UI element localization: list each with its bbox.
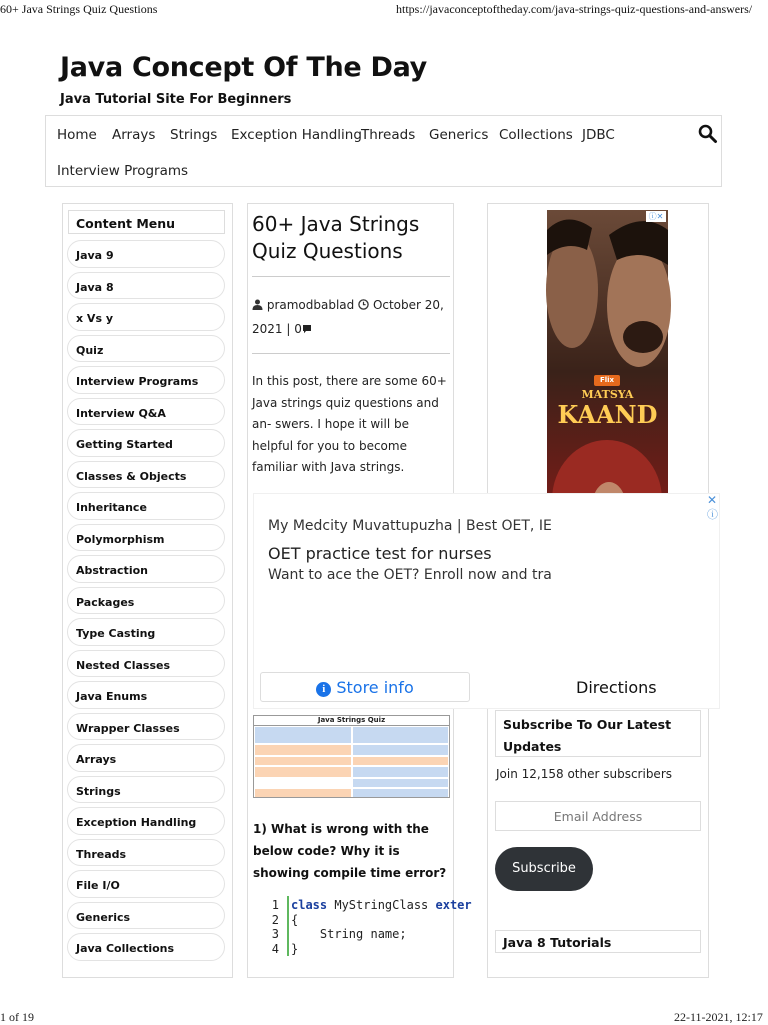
code-line <box>291 898 472 913</box>
code-line: String name; <box>291 927 407 941</box>
line-number: 2 <box>271 912 279 927</box>
directions-button[interactable]: Directions <box>576 678 657 697</box>
info-icon: i <box>316 682 331 697</box>
post-intro: In this post, there are some 60+ Java strings quiz questions and an- swers. I hope it will be helpful for you to become familiar with Java strings. <box>252 374 447 474</box>
meta-separator: | <box>286 322 291 336</box>
close-icon[interactable]: ✕ <box>707 493 718 507</box>
nav-item-home[interactable]: Home <box>57 127 97 143</box>
table-cell <box>255 745 351 755</box>
content-menu-heading: Content Menu <box>68 210 225 234</box>
sidebar-item-type-casting[interactable]: Type Casting <box>67 618 225 646</box>
email-field[interactable]: Email Address <box>495 801 701 831</box>
subscribe-button[interactable]: Subscribe <box>495 847 593 891</box>
sidebar-item-java-9[interactable]: Java 9 <box>67 240 225 268</box>
print-timestamp: 22-11-2021, 12:17 <box>674 1010 763 1024</box>
poster-title-line1: MATSYA <box>581 388 634 401</box>
sidebar-item-classes-objects[interactable]: Classes & Objects <box>67 461 225 489</box>
print-page-title: 60+ Java Strings Quiz Questions <box>0 2 158 16</box>
nav-item-generics[interactable]: Generics <box>429 127 489 143</box>
line-number: 4 <box>271 941 279 956</box>
subscribe-heading: Subscribe To Our Latest Updates <box>495 710 701 757</box>
line-number: 3 <box>271 927 279 941</box>
code-line-numbers <box>261 898 279 956</box>
ad-advertiser[interactable]: My Medcity Muvattupuzha | Best OET, IE <box>268 518 552 534</box>
comment-icon[interactable] <box>302 322 312 336</box>
comment-count[interactable]: 0 <box>294 322 302 336</box>
clock-icon <box>358 298 369 312</box>
sidebar-item-generics[interactable]: Generics <box>67 902 225 930</box>
post-meta <box>252 293 452 341</box>
text-ad[interactable] <box>253 493 720 709</box>
quiz-table-title: Java Strings Quiz <box>254 716 449 726</box>
divider <box>252 353 450 354</box>
code-text <box>291 898 472 956</box>
nav-item-jdbc[interactable]: JDBC <box>582 127 615 143</box>
ad-description[interactable]: Want to ace the OET? Enroll now and tra <box>268 567 552 583</box>
sidebar-item-polymorphism[interactable]: Polymorphism <box>67 524 225 552</box>
poster-title-line2: KAAND <box>557 400 658 429</box>
nav-item-exception-handling[interactable]: Exception Handling <box>231 127 362 143</box>
quiz-question: 1) What is wrong with the below code? Why it is showing compile time error? <box>253 822 447 880</box>
content-menu-list <box>67 240 225 965</box>
store-info-label: Store info <box>336 678 414 697</box>
ad-info-icon[interactable]: ⓘ <box>707 508 718 521</box>
table-cell <box>353 779 448 787</box>
sidebar-item-java-collections[interactable]: Java Collections <box>67 933 225 961</box>
code-line: { <box>291 912 299 927</box>
sidebar-item-exception-handling[interactable]: Exception Handling <box>67 807 225 835</box>
nav-item-strings[interactable]: Strings <box>170 127 218 143</box>
sidebar-item-java-8[interactable]: Java 8 <box>67 272 225 300</box>
main-nav <box>45 115 722 187</box>
author-icon <box>252 298 263 312</box>
java8-tutorials-heading: Java 8 Tutorials <box>495 930 701 953</box>
sidebar-item-packages[interactable]: Packages <box>67 587 225 615</box>
content-menu-sidebar <box>62 203 233 978</box>
table-cell <box>353 757 448 765</box>
print-page-url: https://javaconceptoftheday.com/java-strings-quiz-questions-and-answers/ <box>396 2 753 16</box>
table-cell <box>353 745 448 755</box>
post-author[interactable]: pramodbablad <box>266 298 355 312</box>
code-keyword: class <box>291 898 328 912</box>
sidebar-item-interview-q-a[interactable]: Interview Q&A <box>67 398 225 426</box>
nav-item-interview-programs[interactable]: Interview Programs <box>57 163 189 179</box>
sidebar-item-threads[interactable]: Threads <box>67 839 225 867</box>
code-identifier: MyStringClass <box>327 898 436 912</box>
code-gutter-bar <box>287 896 289 956</box>
post-date: October 20, <box>372 298 444 312</box>
table-cell <box>255 789 351 797</box>
sidebar-item-java-enums[interactable]: Java Enums <box>67 681 225 709</box>
sidebar-item-nested-classes[interactable]: Nested Classes <box>67 650 225 678</box>
table-cell <box>353 789 448 797</box>
code-line: } <box>291 941 299 956</box>
divider <box>252 276 450 277</box>
quiz-table-image <box>253 715 450 798</box>
sidebar-item-arrays[interactable]: Arrays <box>67 744 225 772</box>
subscriber-count: Join 12,158 other subscribers <box>496 767 672 781</box>
post-title: 60+ Java Strings Quiz Questions <box>252 212 420 263</box>
table-cell <box>353 727 448 743</box>
code-keyword: exter <box>435 898 472 912</box>
site-title[interactable]: Java Concept Of The Day <box>60 52 427 83</box>
sidebar-item-getting-started[interactable]: Getting Started <box>67 429 225 457</box>
print-page-number: 1 of 19 <box>0 1010 34 1024</box>
nav-item-threads[interactable]: Threads <box>361 127 416 143</box>
table-cell <box>353 767 448 777</box>
ad-headline[interactable]: OET practice test for nurses <box>268 544 492 563</box>
line-number: 1 <box>271 898 279 912</box>
sidebar-item-quiz[interactable]: Quiz <box>67 335 225 363</box>
site-tagline: Java Tutorial Site For Beginners <box>60 92 292 107</box>
sidebar-item-inheritance[interactable]: Inheritance <box>67 492 225 520</box>
sidebar-item-wrapper-classes[interactable]: Wrapper Classes <box>67 713 225 741</box>
table-cell <box>255 757 351 765</box>
table-cell <box>255 767 351 777</box>
sidebar-item-file-i-o[interactable]: File I/O <box>67 870 225 898</box>
sidebar-item-interview-programs[interactable]: Interview Programs <box>67 366 225 394</box>
table-cell <box>255 779 351 787</box>
nav-item-collections[interactable]: Collections <box>499 127 573 143</box>
post-year: 2021 <box>252 322 283 336</box>
sidebar-item-x-vs-y[interactable]: x Vs y <box>67 303 225 331</box>
sidebar-item-strings[interactable]: Strings <box>67 776 225 804</box>
search-icon[interactable] <box>698 124 717 147</box>
nav-item-arrays[interactable]: Arrays <box>112 127 156 143</box>
poster-brand: Flix <box>594 375 620 386</box>
store-info-button[interactable] <box>260 672 470 702</box>
code-block <box>253 893 472 958</box>
table-cell <box>255 727 351 743</box>
sidebar-item-abstraction[interactable]: Abstraction <box>67 555 225 583</box>
ad-choices-icon[interactable]: ⓘ✕ <box>646 211 666 222</box>
